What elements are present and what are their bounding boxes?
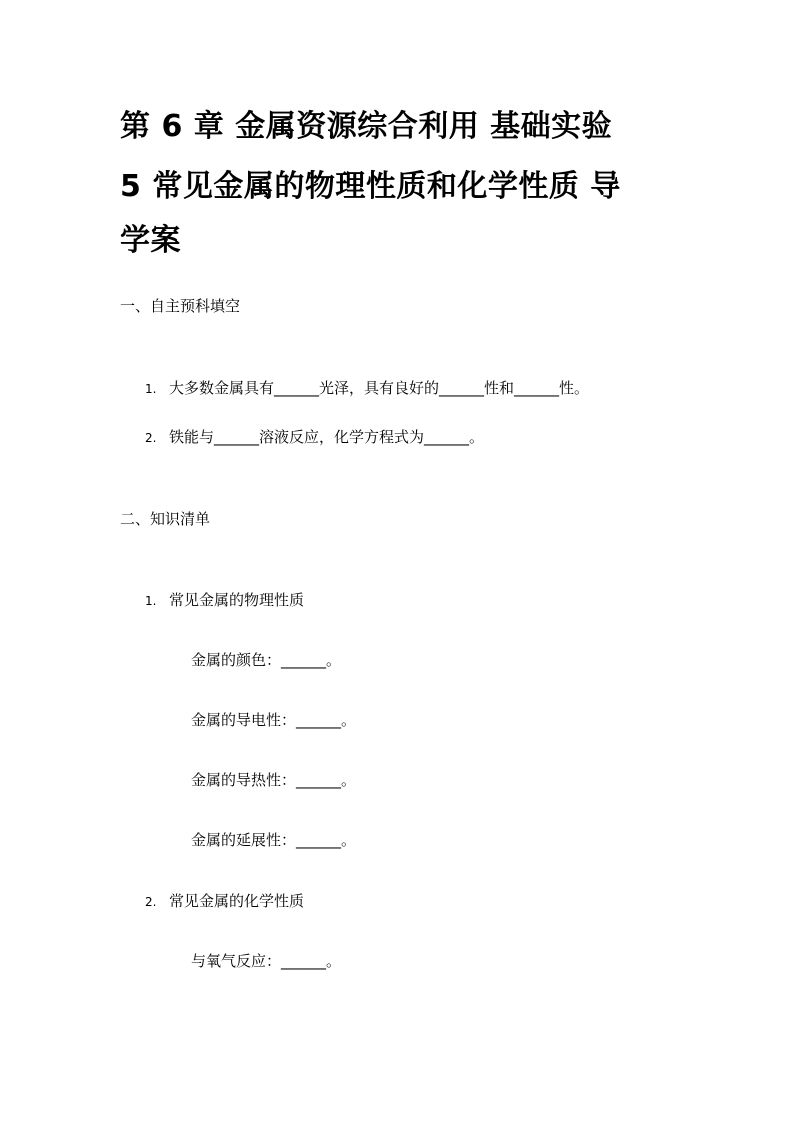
title-line-1: 第 6 章 金属资源综合利用 基础实验 bbox=[120, 109, 613, 144]
chemical-property-oxygen: 与氧气反应：______。 bbox=[191, 952, 342, 970]
physical-property-ductility: 金属的延展性：______。 bbox=[191, 831, 357, 849]
knowledge-item-1 bbox=[145, 593, 304, 608]
item-text: 铁能与______溶液反应，化学方程式为______。 bbox=[169, 428, 485, 446]
preview-item-2 bbox=[145, 430, 484, 445]
preview-item-1 bbox=[145, 381, 589, 396]
item-label: 常见金属的化学性质 bbox=[169, 892, 305, 910]
title-line-2: 5 常见金属的物理性质和化学性质 导 bbox=[120, 169, 621, 204]
item-number: 2. bbox=[145, 895, 157, 909]
knowledge-item-2 bbox=[145, 894, 304, 909]
item-label: 常见金属的物理性质 bbox=[169, 591, 305, 609]
item-number: 2. bbox=[145, 431, 157, 445]
item-number: 1. bbox=[145, 594, 157, 608]
item-number: 1. bbox=[145, 382, 157, 396]
section-2-heading: 二、知识清单 bbox=[120, 510, 211, 528]
section-1-heading: 一、自主预科填空 bbox=[120, 297, 241, 315]
physical-property-thermal: 金属的导热性：______。 bbox=[191, 771, 357, 789]
physical-property-conductivity: 金属的导电性：______。 bbox=[191, 711, 357, 729]
item-text: 大多数金属具有______光泽，具有良好的______性和______性。 bbox=[169, 379, 590, 397]
title-line-3: 学案 bbox=[120, 223, 181, 258]
physical-property-color: 金属的颜色：______。 bbox=[191, 651, 342, 669]
